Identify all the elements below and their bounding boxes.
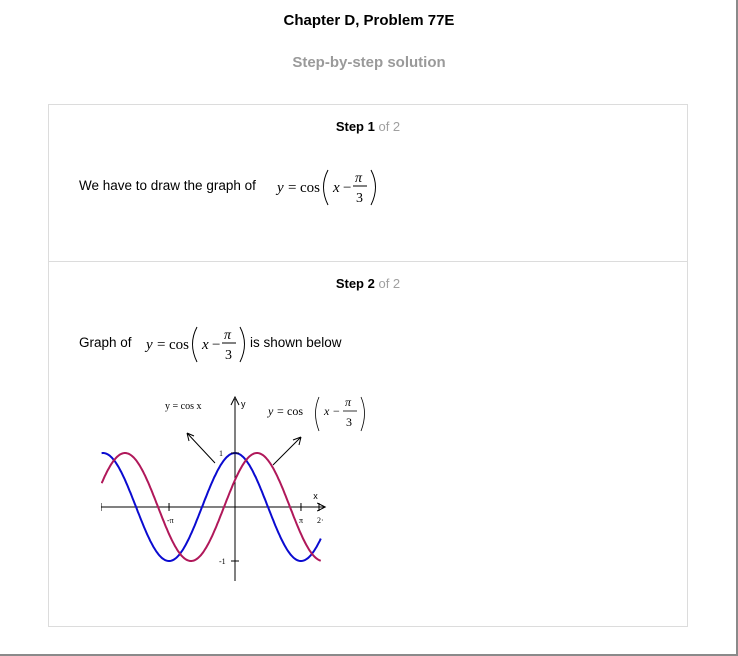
- annotation-num: π: [345, 395, 352, 409]
- y-tick-label: -1: [219, 557, 226, 566]
- eq-lhs: y: [277, 180, 284, 196]
- page-title: Chapter D, Problem 77E: [283, 12, 455, 29]
- steps-container: [48, 104, 688, 627]
- step-1-of: of 2: [378, 119, 401, 134]
- x-tick-label: π: [298, 516, 304, 525]
- annotation-func: cos: [287, 404, 303, 418]
- eq-func: cos: [300, 180, 320, 196]
- eq-num: π: [224, 328, 232, 343]
- annotation-den: 3: [346, 415, 352, 429]
- eq-var: x: [202, 337, 209, 353]
- annotation-cos-x: y = cos x: [165, 401, 202, 412]
- step-1-equation: [275, 167, 381, 209]
- annotation-arrow-cos-x: [187, 433, 215, 463]
- svg-text:−: −: [343, 180, 352, 196]
- step-1-text: We have to draw the graph of: [79, 178, 256, 193]
- eq-num: π: [355, 171, 363, 186]
- x-axis-label: x: [313, 491, 318, 501]
- y-tick-label: 1: [219, 449, 223, 458]
- step-2-text-after: is shown below: [250, 335, 342, 350]
- svg-text:=: =: [288, 180, 297, 196]
- step-1-label: Step 1: [335, 119, 375, 134]
- svg-text:−: −: [333, 404, 340, 418]
- step-1-heading: [49, 119, 687, 134]
- svg-text:=: =: [277, 404, 284, 418]
- svg-text:−: −: [212, 337, 221, 353]
- step-2-heading: [49, 276, 687, 291]
- cosine-graph: [101, 391, 371, 581]
- graph-axes: [101, 397, 325, 581]
- page-subtitle: Step-by-step solution: [292, 54, 446, 71]
- eq-lhs: y: [146, 337, 153, 353]
- x-tick-label: -π: [167, 516, 174, 525]
- y-axis-label: y: [241, 399, 246, 409]
- eq-den: 3: [225, 348, 232, 363]
- x-tick-label: 2·: [317, 516, 324, 525]
- annotation-var: x: [324, 404, 330, 418]
- svg-text:y: y: [268, 404, 274, 418]
- eq-den: 3: [356, 191, 363, 206]
- step-2-text-before: Graph of: [79, 335, 132, 350]
- svg-text:=: =: [157, 337, 166, 353]
- annotation-arrow-cos-shifted: [273, 437, 301, 465]
- step-2-label: Step 2: [335, 276, 375, 291]
- eq-var: x: [333, 180, 340, 196]
- step-2-of: of 2: [378, 276, 401, 291]
- step-divider: [49, 261, 687, 262]
- step-2-equation: [144, 324, 250, 366]
- eq-func: cos: [169, 337, 189, 353]
- annotation-cos-shifted: [267, 395, 365, 431]
